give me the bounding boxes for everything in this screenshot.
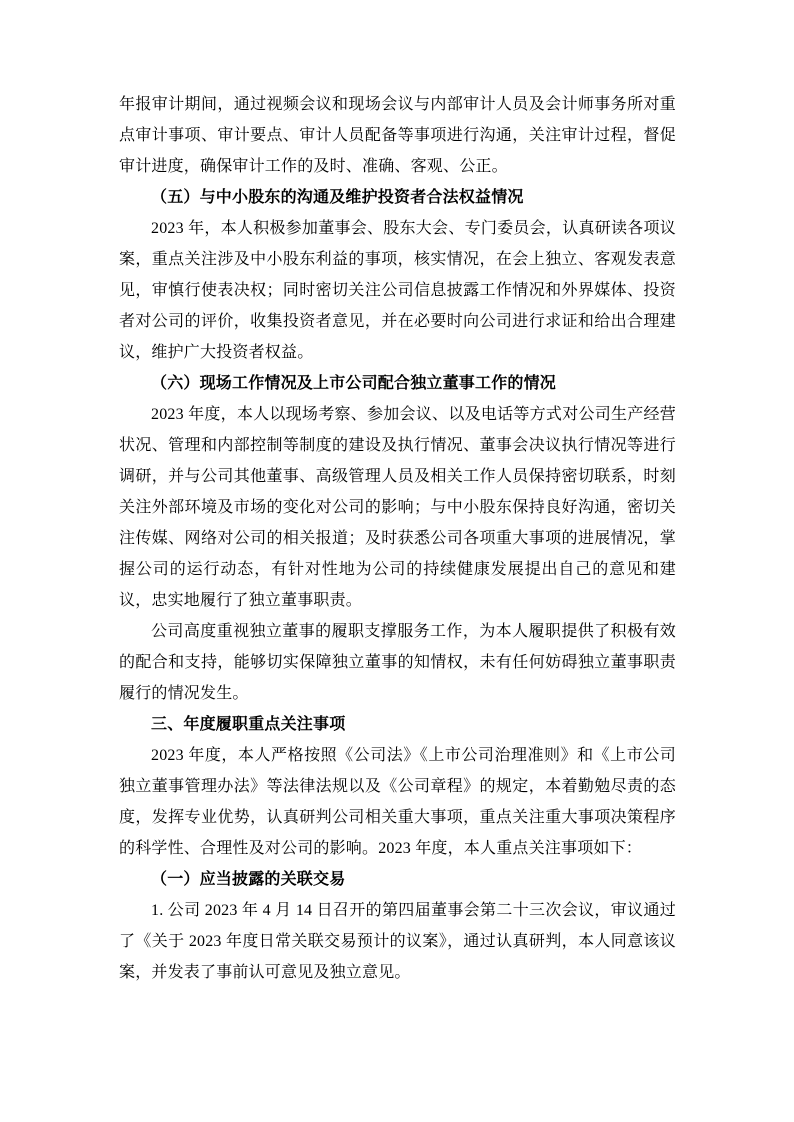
document-content bbox=[119, 89, 676, 988]
paragraph-related-transactions: 1. 公司 2023 年 4 月 14 日召开的第四届董事会第二十三次会议，审议通过了《关于 2023 年度日常关联交易预计的议案》，通过认真研判，本人同意该议案，并发表了事前认可意见及独立意见。 bbox=[119, 902, 676, 981]
section-heading-5-minority-shareholders: （五）与中小股东的沟通及维护投资者合法权益情况 bbox=[151, 189, 524, 206]
paragraph-audit-communication-continued: 年报审计期间，通过视频会议和现场会议与内部审计人员及会计师事务所对重点审计事项、审计要点、审计人员配备等事项进行沟通，关注审计过程，督促审计进度，确保审计工作的及时、准确、客观、公正。 bbox=[119, 96, 676, 175]
section-heading-3-annual-key-matters: 三、年度履职重点关注事项 bbox=[151, 716, 346, 733]
paragraph-minority-shareholders: 2023 年，本人积极参加董事会、股东大会、专门委员会，认真研读各项议案，重点关注涉及中小股东利益的事项，核实情况，在会上独立、客观发表意见，审慎行使表决权；同时密切关注公司信息披露工作情况和外界媒体、投资者对公司的评价，收集投资者意见，并在必要时向公司进行求证和给出合理建议，维护广大投资者权益。 bbox=[119, 220, 676, 361]
section-heading-6-onsite-work: （六）现场工作情况及上市公司配合独立董事工作的情况 bbox=[151, 375, 557, 392]
paragraph-onsite-work: 2023 年度，本人以现场考察、参加会议、以及电话等方式对公司生产经营状况、管理和内部控制等制度的建设及执行情况、董事会决议执行情况等进行调研，并与公司其他董事、高级管理人员及相关工作人员保持密切联系，时刻关注外部环境及市场的变化对公司的影响；与中小股东保持良好沟通，密切关注传媒、网络对公司的相关报道；及时获悉公司各项重大事项的进展情况，掌握公司的运行动态，有针对性地为公司的持续健康发展提出自己的意见和建议，忠实地履行了独立董事职责。 bbox=[119, 406, 676, 609]
paragraph-annual-key-matters: 2023 年度，本人严格按照《公司法》《上市公司治理准则》和《上市公司独立董事管理办法》等法律法规以及《公司章程》的规定，本着勤勉尽责的态度，发挥专业优势，认真研判公司相关重大事项，重点关注重大事项决策程序的科学性、合理性及对公司的影响。2023 年度，本人重点关注事项如下： bbox=[119, 747, 676, 857]
section-heading-1-related-transactions: （一）应当披露的关联交易 bbox=[151, 871, 346, 888]
paragraph-company-support: 公司高度重视独立董事的履职支撑服务工作，为本人履职提供了积极有效的配合和支持，能够切实保障独立董事的知情权，未有任何妨碍独立董事职责履行的情况发生。 bbox=[119, 623, 676, 702]
